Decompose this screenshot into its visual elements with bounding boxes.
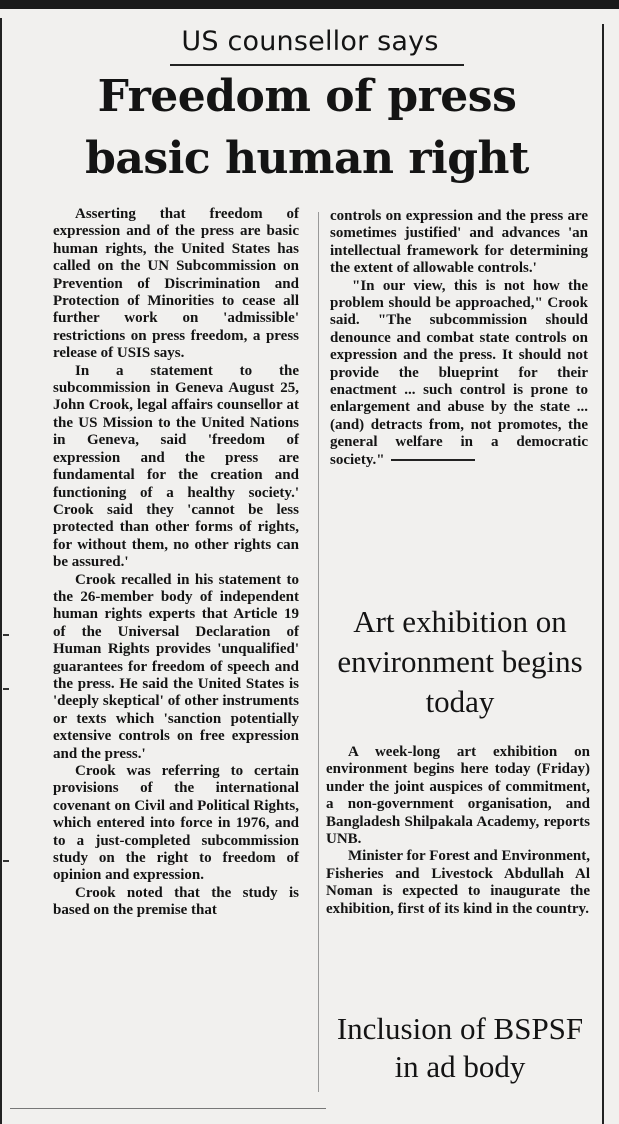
- inclusion-headline: Inclusion of BSPSF in ad body: [336, 1011, 584, 1084]
- bottom-rule: [10, 1108, 326, 1109]
- right-column-rule: [602, 24, 604, 1124]
- article-paragraph-text: "In our view, this is not how the problem should be approached," Crook said. "The subcommission should denounce and combat state controls on expression and the press. It should not provide the blueprint for their enactment ... such control is prone to enlargement and abuse by the state ... (and) detracts from, not promotes, the general welfare in a democratic society.": [330, 277, 588, 468]
- article-paragraph: A week-long art exhibition on environment begins here today (Friday) under the joint auspices of commitment, a non-government organisation, and Bangladesh Shilpakala Academy, reports UNB.: [326, 744, 590, 848]
- left-column-rule: [0, 18, 2, 1124]
- page-top-bar: [0, 0, 619, 9]
- edge-mark: [3, 688, 9, 690]
- article-paragraph: Crook was referring to certain provisions of the international covenant on Civil and Political Rights, which entered into force in 1976, and to a just-completed subcommission study on the right to freedom of opinion and expression.: [53, 763, 299, 884]
- edge-mark: [3, 634, 9, 636]
- main-headline: [20, 66, 594, 190]
- article-paragraph: In a statement to the subcommission in Geneva August 25, John Crook, legal affairs counsellor at the US Mission to the United Nations in Geneva, said 'freedom of expression and the press are fundamental for the creation and functioning of a healthy society.' Crook said they 'cannot be less protected than other forms of rights, for without them, no other rights can be assured.': [53, 362, 299, 571]
- column-gutter-rule: [318, 212, 319, 1092]
- article-paragraph: Crook recalled in his statement to the 26-member body of independent human rights experts that Article 19 of the Universal Declaration of Human Rights provides 'unqualified' guarantees for freedom of speech and the press. He said the United States is 'deeply skeptical' of other instruments or texts which 'sanction potentially extensive controls on free expression and the press.': [53, 571, 299, 762]
- headline-line-2: basic human right: [85, 133, 529, 184]
- art-exhibition-headline: Art exhibition on environment begins today: [337, 604, 583, 719]
- headline-line-1: Freedom of press: [97, 71, 517, 122]
- edge-mark: [3, 860, 9, 862]
- main-story-column-1: [53, 206, 299, 920]
- art-story-body: [326, 744, 590, 918]
- main-story-column-2: [330, 208, 588, 469]
- kicker: US counsellor says: [181, 26, 439, 57]
- article-paragraph: controls on expression and the press are sometimes justified' and advances 'an intellectual framework for determining the extent of allowable controls.': [330, 208, 588, 277]
- article-paragraph: Crook noted that the study is based on the premise that: [53, 884, 299, 919]
- article-paragraph: Asserting that freedom of expression and of the press are basic human rights, the United States has called on the UN Subcommission on Prevention of Discrimination and Protection of Minorities to cease all further work on 'admissible' restrictions on press freedom, a press release of USIS says.: [53, 206, 299, 362]
- article-paragraph: Minister for Forest and Environment, Fisheries and Livestock Abdullah Al Noman is expected to inaugurate the exhibition, first of its kind in the country.: [326, 848, 590, 917]
- story-end-rule: [391, 459, 475, 461]
- article-paragraph: [330, 278, 588, 469]
